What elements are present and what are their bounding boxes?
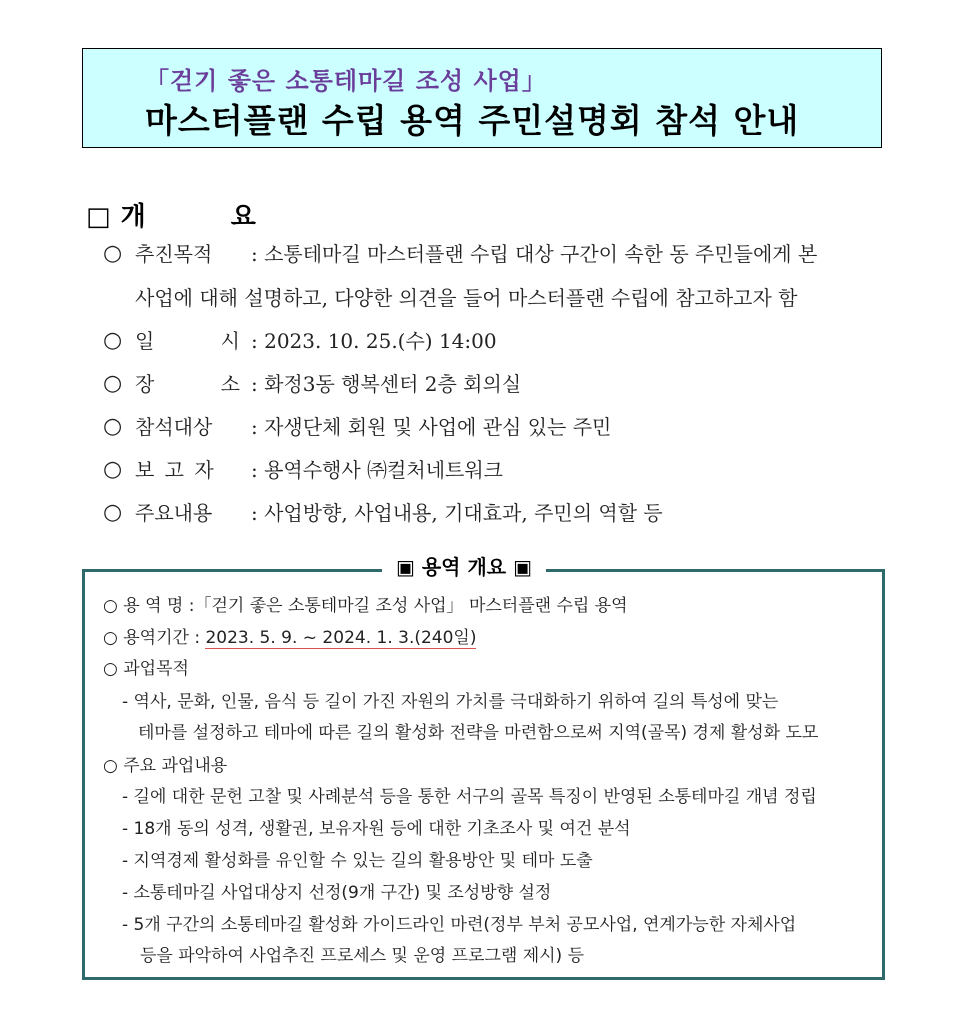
circle-bullet-icon: ○ xyxy=(103,241,123,266)
item-value: : 사업방향, 사업내용, 기대효과, 주민의 역할 등 xyxy=(251,501,663,525)
main-task-item: - 5개 구간의 소통테마길 활성화 가이드라인 마련(정부 부처 공모사업, 연계가능한 자체사업 xyxy=(122,915,797,935)
task-purpose-label: ○ 과업목적 xyxy=(103,659,189,679)
item-label: 주요내용 xyxy=(135,501,213,525)
overview-item-attendees xyxy=(103,409,893,445)
title-box xyxy=(82,48,882,148)
overview-item-datetime xyxy=(103,323,893,359)
circle-bullet-icon: ○ xyxy=(103,371,123,396)
main-tasks-label: ○ 주요 과업내용 xyxy=(103,756,228,776)
item-value: : 자생단체 회원 및 사업에 관심 있는 주민 xyxy=(251,415,612,439)
document-title: 마스터플랜 수립 용역 주민설명회 참석 안내 xyxy=(145,101,800,140)
section-title: 개 요 xyxy=(120,202,294,232)
main-task-item: - 소통테마길 사업대상지 선정(9개 구간) 및 조성방향 설정 xyxy=(122,883,552,903)
service-name-row xyxy=(103,591,628,621)
overview-item-purpose xyxy=(103,236,893,272)
main-task-item: - 지역경제 활성화를 유인할 수 있는 길의 활용방안 및 테마 도출 xyxy=(122,851,593,871)
purpose-continuation: 사업에 대해 설명하고, 다양한 의견을 들어 마스터플랜 수립에 참고하고자 함 xyxy=(135,286,798,310)
task-purpose-line: - 역사, 문화, 인물, 음식 등 길이 가진 자원의 가치를 극대화하기 위하여 길의 특성에 맞는 xyxy=(122,692,779,712)
task-purpose-line: 테마를 설정하고 테마에 따른 길의 활성화 전략을 마련함으로써 지역(골목) 경제 활성화 도모 xyxy=(138,723,819,743)
circle-bullet-icon: ○ xyxy=(103,500,123,525)
item-label: 일 시 xyxy=(135,329,270,353)
overview-item-reporter xyxy=(103,452,893,488)
item-label: 보 고 자 xyxy=(135,458,216,482)
item-label: 장 소 xyxy=(135,372,270,396)
section-heading xyxy=(86,196,294,233)
overview-item-place xyxy=(103,366,893,402)
checkbox-square-icon: □ xyxy=(86,202,111,232)
main-task-item: - 길에 대한 문헌 고찰 및 사례분석 등을 통한 서구의 골목 특징이 반영된 소통테마길 개념 정립 xyxy=(122,787,817,807)
service-name-label: ○ 용 역 명 : xyxy=(103,596,195,616)
circle-bullet-icon: ○ xyxy=(103,457,123,482)
item-label: 추진목적 xyxy=(135,242,213,266)
overview-item-content xyxy=(103,495,893,531)
circle-bullet-icon: ○ xyxy=(103,414,123,439)
service-overview-title: ▣ 용역 개요 ▣ xyxy=(382,552,546,582)
item-value: : 소통테마길 마스터플랜 수립 대상 구간이 속한 동 주민들에게 본 xyxy=(251,242,818,266)
item-label: 참석대상 xyxy=(135,415,213,439)
circle-bullet-icon: ○ xyxy=(103,328,123,353)
main-task-item: 등을 파악하여 사업추진 프로세스 및 운영 프로그램 제시) 등 xyxy=(140,946,584,966)
service-name-value: 「걷기 좋은 소통테마길 조성 사업」 마스터플랜 수립 용역 xyxy=(194,596,628,616)
document-subtitle: 「걷기 좋은 소통테마길 조성 사업」 xyxy=(145,66,547,95)
service-period-row xyxy=(103,623,476,653)
item-value: : 용역수행사 ㈜컬처네트워크 xyxy=(251,458,503,482)
service-period-label: ○ 용역기간 : xyxy=(103,628,201,648)
item-value: : 화정3동 행복센터 2층 회의실 xyxy=(251,372,522,396)
main-task-item: - 18개 동의 성격, 생활권, 보유자원 등에 대한 기초조사 및 여건 분석 xyxy=(122,819,631,839)
service-period-value: 2023. 5. 9. ~ 2024. 1. 3.(240일) xyxy=(205,628,477,648)
item-value: : 2023. 10. 25.(수) 14:00 xyxy=(251,329,497,353)
